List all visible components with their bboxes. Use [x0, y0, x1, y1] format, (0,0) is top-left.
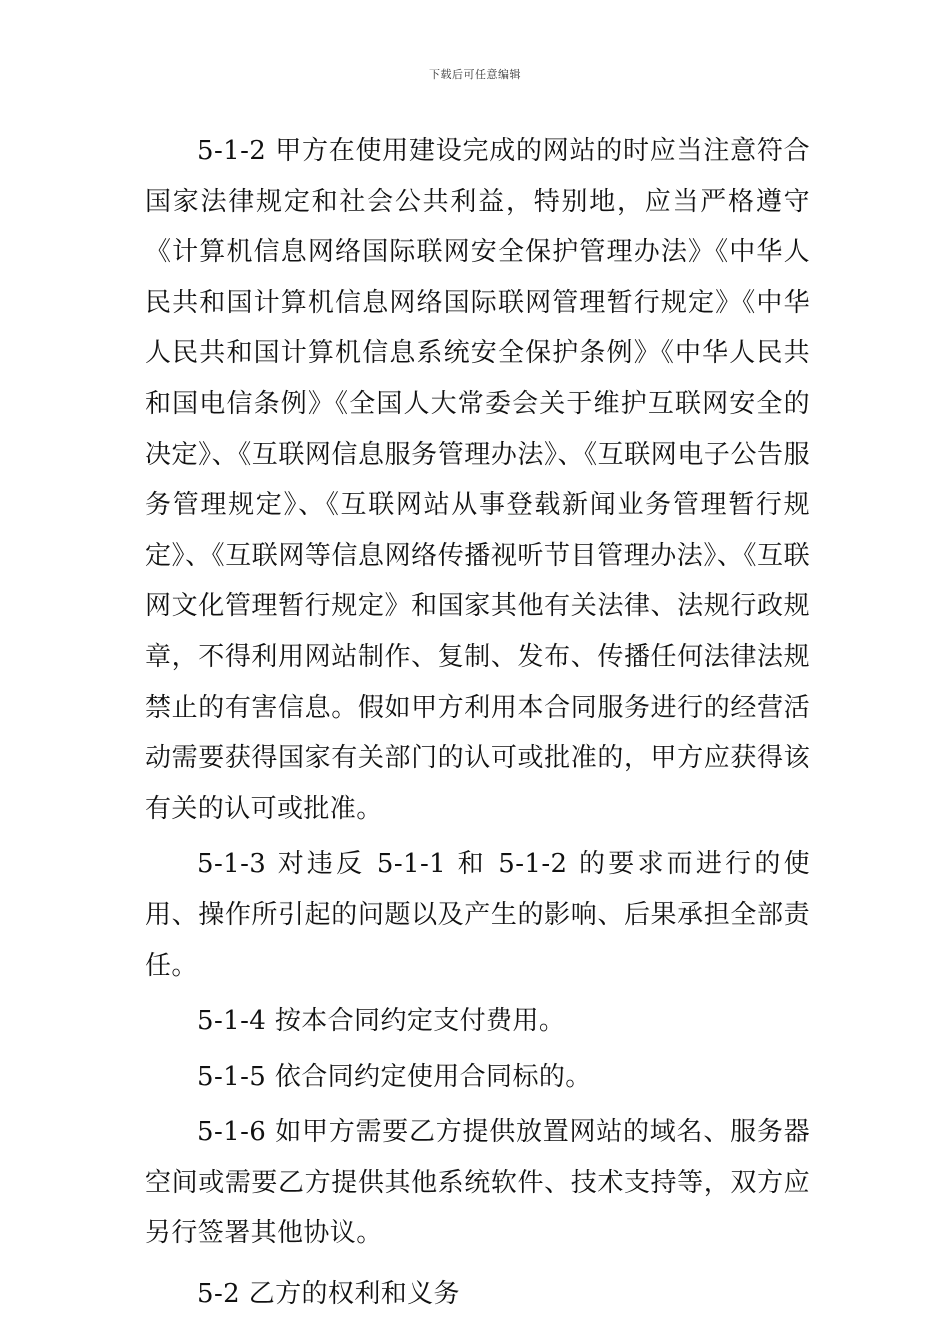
paragraph-5-1-5: 5-1-5 依合同约定使用合同标的。: [197, 1061, 592, 1092]
paragraph-5-1-4: 5-1-4 按本合同约定支付费用。: [197, 1006, 566, 1037]
section-heading-5-2: 5-2 乙方的权利和义务: [197, 1279, 460, 1310]
paragraph-5-1-2: 5-1-2 甲方在使用建设完成的网站的时应当注意符合国家法律规定和社会公共利益，特别地，应当严格遵守《计算机信息网络国际联网安全保护管理办法》《中华人民共和国计算机信息网络国际联网管理暂行规定》《中华人民共和国计算机信息系统安全保护条例》《中华人民共和国电信条例》《全国人大常委会关于维护互联网安全的决定》、《互联网信息服务管理办法》、《互联网电子公告服务管理规定》、《互联网站从事登载新闻业务管理暂行规定》、《互联网等信息网络传播视听节目管理办法》、《互联网文化管理暂行规定》和国家其他有关法律、法规行政规章，不得利用网站制作、复制、发布、传播任何法律法规禁止的有害信息。假如甲方利用本合同服务进行的经营活动需要获得国家有关部门的认可或批准的，甲方应获得该有关的认可或批准。: [145, 136, 810, 824]
paragraph-5-1-3: 5-1-3 对违反 5-1-1 和 5-1-2 的要求而进行的使用、操作所引起的问题以及产生的影响、后果承担全部责任。: [145, 849, 810, 981]
document-body: [145, 126, 810, 1320]
paragraph-5-1-6: 5-1-6 如甲方需要乙方提供放置网站的域名、服务器空间或需要乙方提供其他系统软件、技术支持等，双方应另行签署其他协议。: [145, 1117, 810, 1249]
header-note: 下载后可任意编辑: [429, 68, 521, 81]
